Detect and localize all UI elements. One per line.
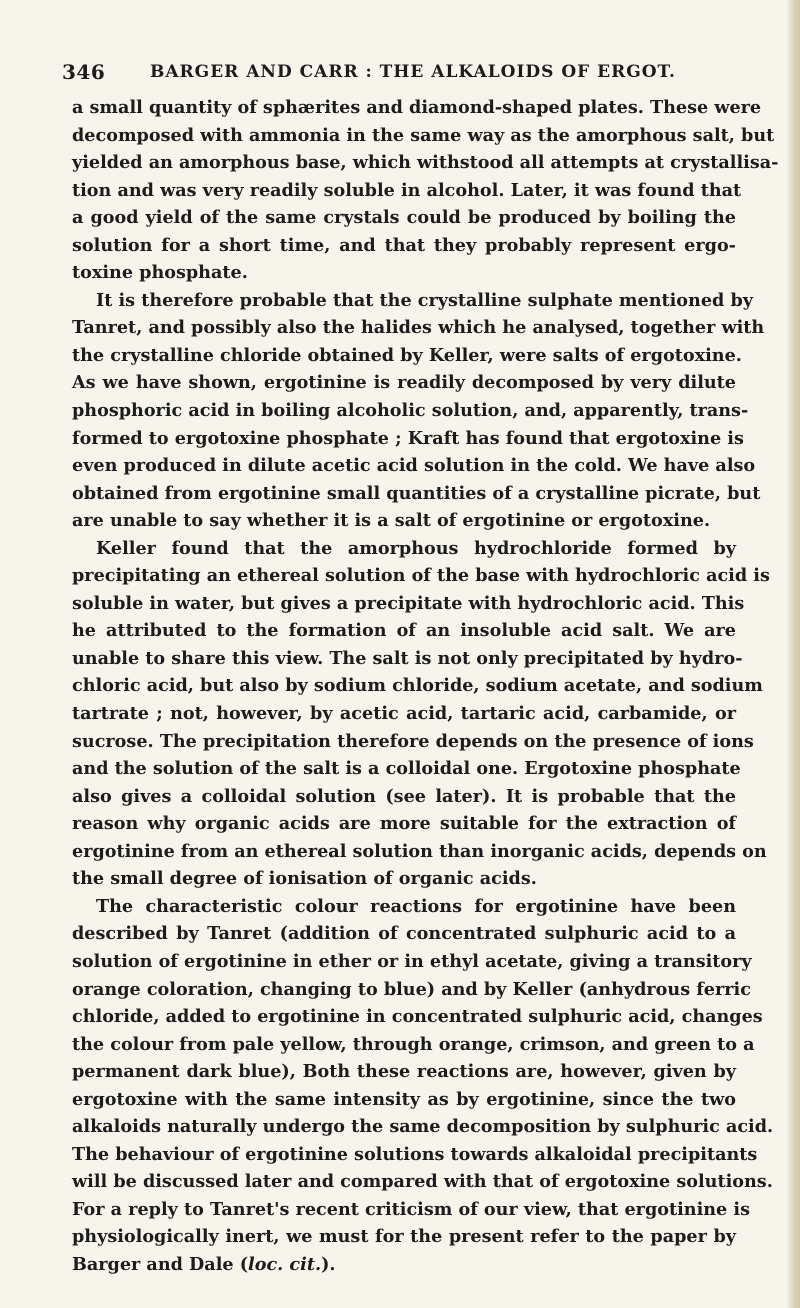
text-line: tartrate ; not, however, by acetic acid, tartaric acid, carbamide, or	[72, 703, 736, 725]
text-line: toxine phosphate.	[72, 262, 248, 284]
page-header	[62, 60, 730, 92]
text-line: yielded an amorphous base, which withstood all attempts at crystallisa-	[72, 152, 779, 174]
text-line: are unable to say whether it is a salt of ergotinine or ergotoxine.	[72, 510, 711, 532]
text-line: It is therefore probable that the crystalline sulphate mentioned by	[96, 289, 753, 311]
text-line: Tanret, and possibly also the halides which he analysed, together with	[72, 317, 765, 339]
text-line: tion and was very readily soluble in alcohol. Later, it was found that	[72, 179, 742, 201]
text-line: obtained from ergotinine small quantities of a crystalline picrate, but	[72, 482, 761, 504]
final-text-before: Barger and Dale (	[72, 1253, 249, 1275]
text-line-final	[72, 1251, 736, 1279]
text-line: As we have shown, ergotinine is readily decomposed by very dilute	[72, 372, 736, 394]
text-line: solution of ergotinine in ether or in ethyl acetate, giving a transitory	[72, 950, 752, 972]
text-line: described by Tanret (addition of concentrated sulphuric acid to a	[72, 923, 736, 945]
body-text	[72, 94, 779, 1279]
text-line: chloride, added to ergotinine in concentrated sulphuric acid, changes	[72, 1006, 763, 1028]
text-line: permanent dark blue), Both these reactions are, however, given by	[72, 1061, 736, 1083]
text-line: formed to ergotoxine phosphate ; Kraft has found that ergotoxine is	[72, 427, 744, 449]
text-line: decomposed with ammonia in the same way as the amorphous salt, but	[72, 124, 775, 146]
text-line: soluble in water, but gives a precipitate with hydrochloric acid. This	[72, 592, 745, 614]
text-line: the crystalline chloride obtained by Keller, were salts of ergotoxine.	[72, 344, 742, 366]
final-text-after: ).	[321, 1253, 336, 1275]
text-line: physiologically inert, we must for the present refer to the paper by	[72, 1226, 736, 1248]
text-line: solution for a short time, and that they probably represent ergo-	[72, 234, 736, 256]
text-line: phosphoric acid in boiling alcoholic solution, and, apparently, trans-	[72, 400, 749, 422]
citation-loc-cit: loc. cit.	[248, 1253, 322, 1275]
text-line: ergotoxine with the same intensity as by ergotinine, since the two	[72, 1088, 736, 1110]
text-line: orange coloration, changing to blue) and by Keller (anhydrous ferric	[72, 978, 751, 1000]
text-line: ergotinine from an ethereal solution than inorganic acids, depends on	[72, 840, 767, 862]
page-edge-shadow	[786, 0, 800, 1308]
text-line: sucrose. The precipitation therefore depends on the presence of ions	[72, 730, 754, 752]
text-line: Keller found that the amorphous hydrochloride formed by	[96, 537, 736, 559]
text-line: the small degree of ionisation of organic acids.	[72, 868, 537, 890]
text-line: reason why organic acids are more suitable for the extraction of	[72, 813, 736, 835]
text-line: he attributed to the formation of an insoluble acid salt. We are	[72, 620, 736, 642]
text-line: will be discussed later and compared with that of ergotoxine solutions.	[72, 1171, 773, 1193]
text-line: alkaloids naturally undergo the same decomposition by sulphuric acid.	[72, 1116, 774, 1138]
page-number: 346	[62, 60, 106, 84]
text-line: chloric acid, but also by sodium chloride, sodium acetate, and sodium	[72, 675, 763, 697]
text-line: unable to share this view. The salt is not only precipitated by hydro-	[72, 647, 743, 669]
text-line: The characteristic colour reactions for ergotinine have been	[96, 895, 736, 917]
running-title: BARGER AND CARR : THE ALKALOIDS OF ERGOT.	[150, 62, 676, 82]
text-line: and the solution of the salt is a colloidal one. Ergotoxine phosphate	[72, 758, 741, 780]
text-line: a small quantity of sphærites and diamond-shaped plates. These were	[72, 97, 762, 118]
text-line: a good yield of the same crystals could be produced by boiling the	[72, 207, 736, 229]
text-line: even produced in dilute acetic acid solution in the cold. We have also	[72, 455, 756, 477]
text-line: the colour from pale yellow, through orange, crimson, and green to a	[72, 1033, 755, 1055]
text-line: The behaviour of ergotinine solutions towards alkaloidal precipitants	[72, 1143, 758, 1165]
text-line: precipitating an ethereal solution of the base with hydrochloric acid is	[72, 565, 770, 587]
text-line: also gives a colloidal solution (see later). It is probable that the	[72, 785, 736, 807]
text-line: For a reply to Tanret's recent criticism of our view, that ergotinine is	[72, 1198, 750, 1220]
